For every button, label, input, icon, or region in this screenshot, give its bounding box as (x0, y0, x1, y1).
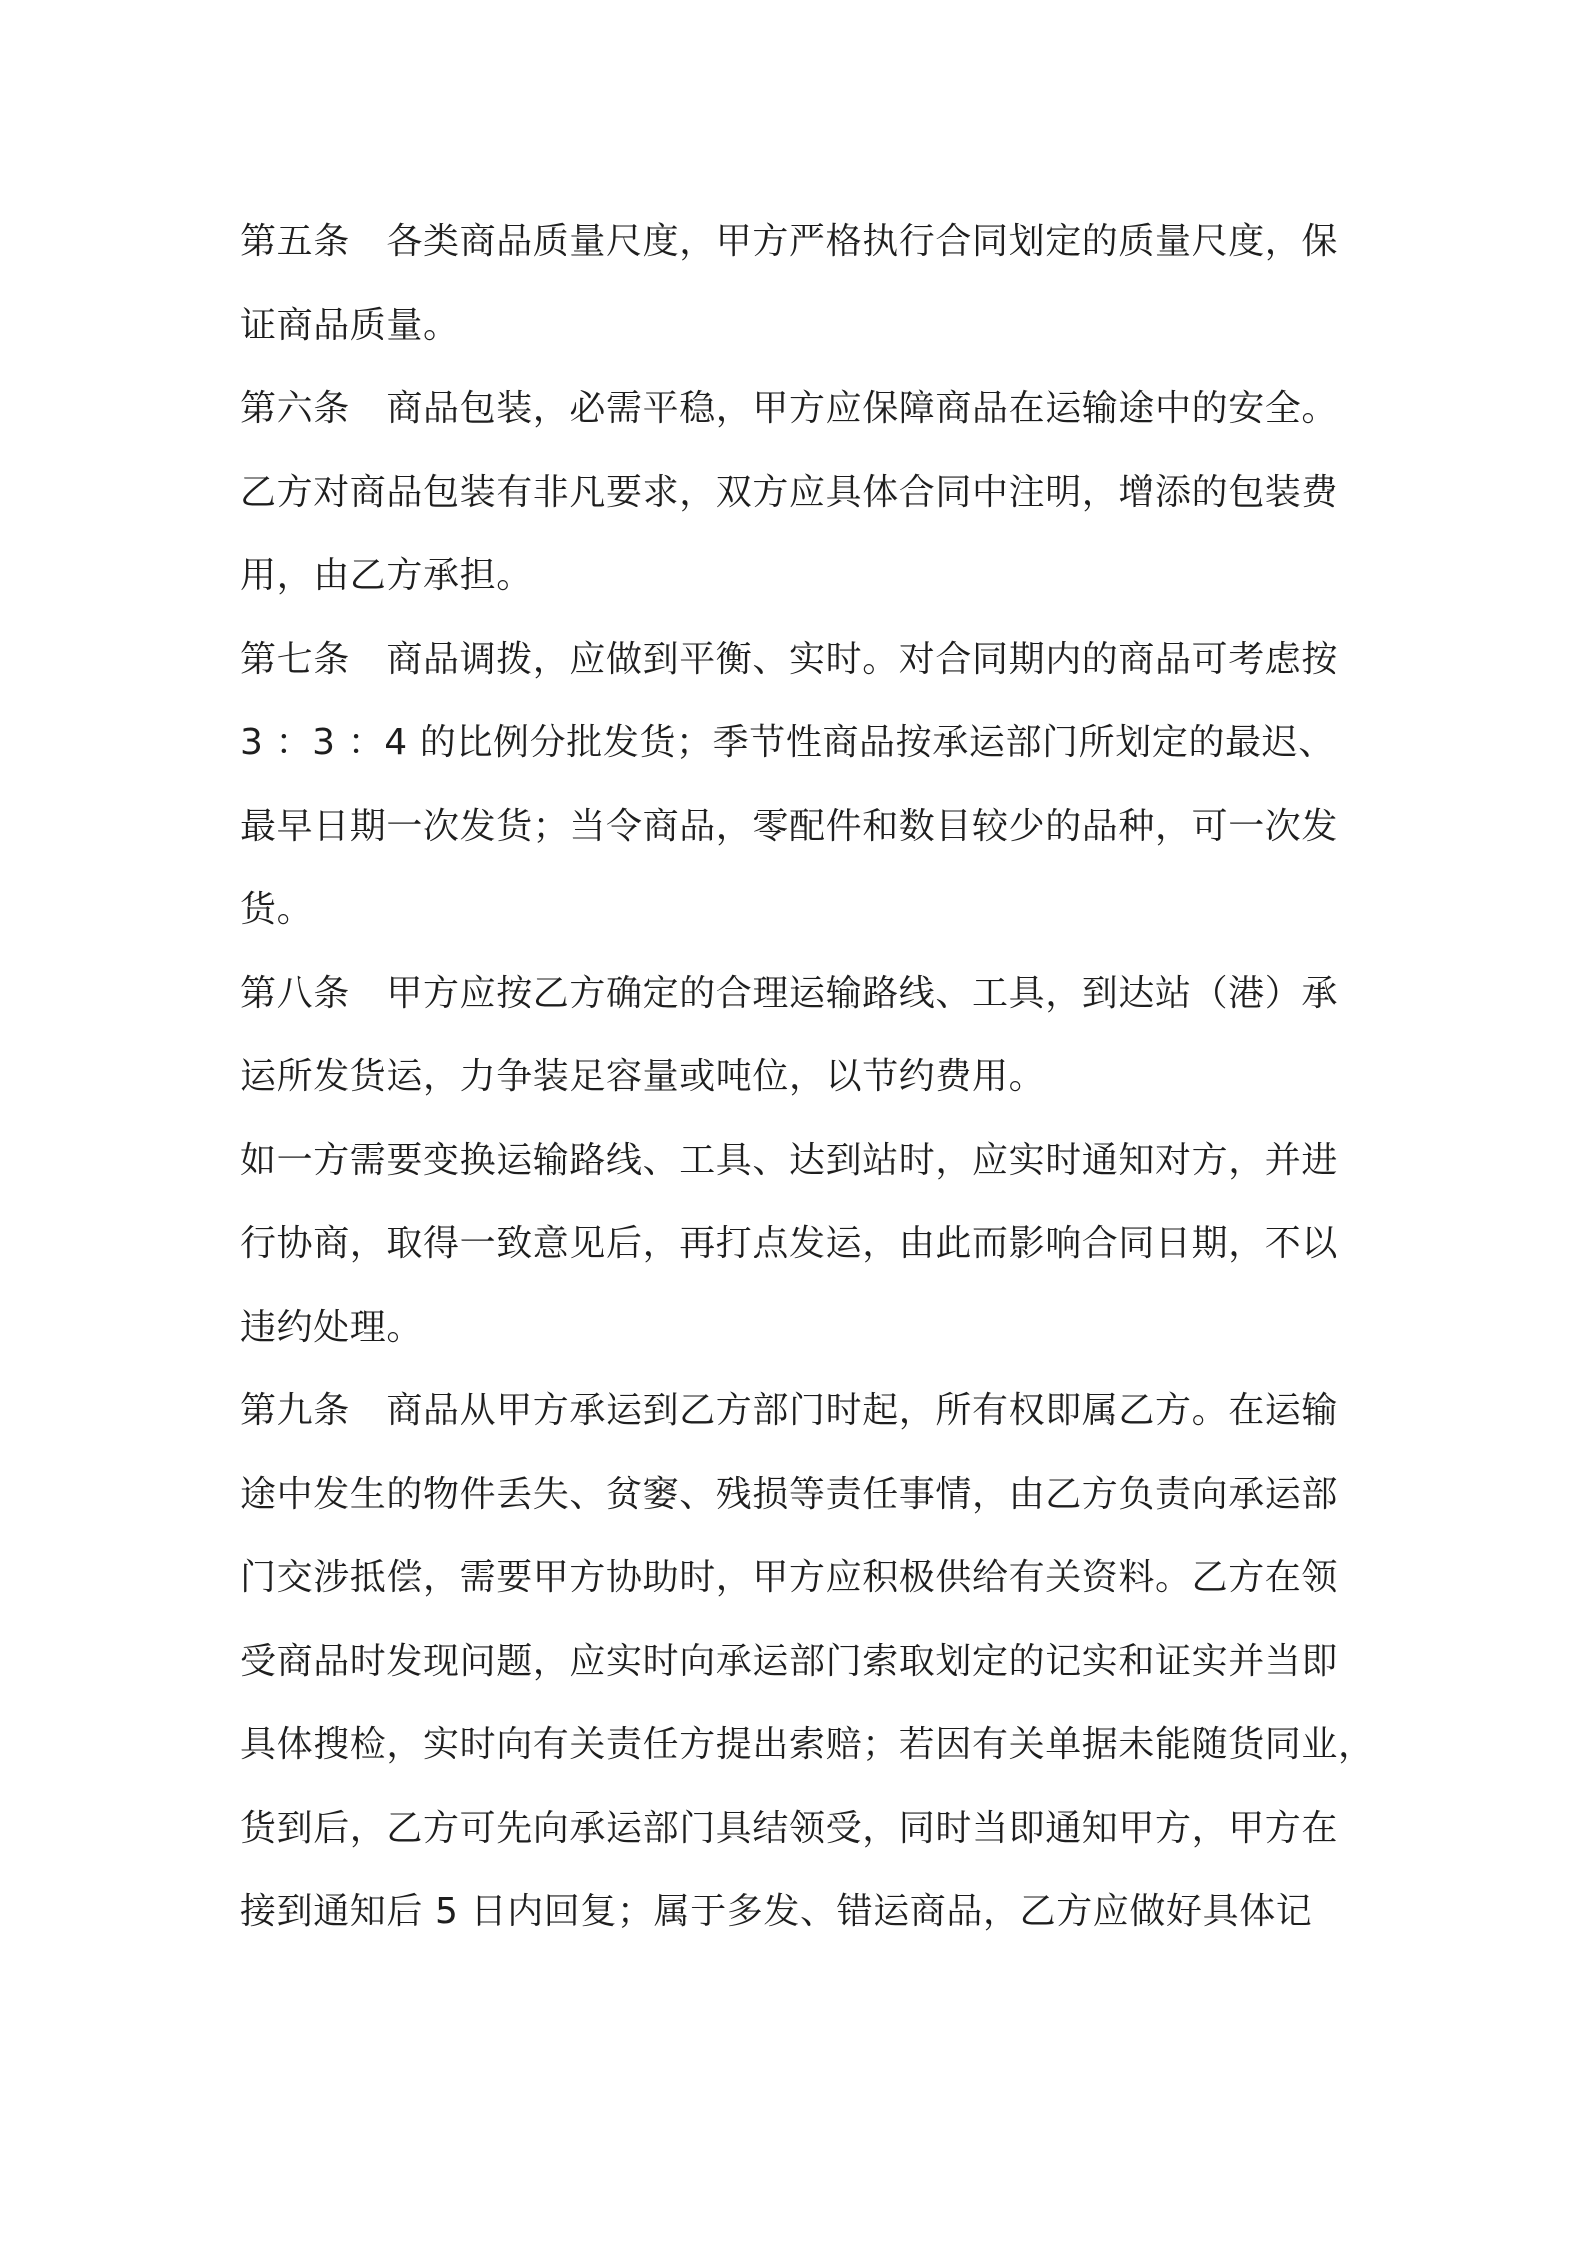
text-line: 最早日期一次发货；当令商品，零配件和数目较少的品种，可一次发 (240, 805, 1339, 847)
text-line: 运所发货运，力争装足容量或吨位，以节约费用。 (240, 1056, 1046, 1097)
text-line: 门交涉抵偿，需要甲方协助时，甲方应积极供给有关资料。乙方在领 (240, 1557, 1339, 1598)
text-line: 第七条 商品调拨，应做到平衡、实时。对合同期内的商品可考虑按 (240, 638, 1339, 680)
text-line: 第六条 商品包装，必需平稳，甲方应保障商品在运输途中的安全。 (240, 388, 1339, 429)
text-line: 第九条 商品从甲方承运到乙方部门时起，所有权即属乙方。在运输 (240, 1390, 1339, 1431)
text-line: 受商品时发现问题，应实时向承运部门索取划定的记实和证实并当即 (240, 1640, 1339, 1682)
text-line: 违约处理。 (240, 1306, 424, 1348)
contract-text (240, 200, 1375, 1954)
text-line: 3 ：3 ：4 的比例分批发货；季节性商品按承运部门所划定的最迟、 (240, 722, 1335, 763)
text-line: 用，由乙方承担。 (240, 555, 533, 596)
text-line: 乙方对商品包装有非凡要求，双方应具体合同中注明，增添的包装费 (240, 471, 1339, 513)
text-line: 货。 (240, 889, 314, 930)
text-line: 第五条 各类商品质量尺度，甲方严格执行合同划定的质量尺度，保 (240, 221, 1339, 262)
text-line: 货到后，乙方可先向承运部门具结领受，同时当即通知甲方，甲方在 (240, 1807, 1339, 1849)
text-line: 如一方需要变换运输路线、工具、达到站时，应实时通知对方，并进 (240, 1139, 1339, 1181)
text-line: 具体搜检，实时向有关责任方提出索赔；若因有关单据未能随货同业， (240, 1724, 1375, 1765)
text-line: 行协商，取得一致意见后，再打点发运，由此而影响合同日期，不以 (240, 1223, 1339, 1264)
text-line: 接到通知后 5 日内回复；属于多发、错运商品，乙方应做好具体记 (240, 1891, 1313, 1932)
text-line: 第八条 甲方应按乙方确定的合理运输路线、工具，到达站（港）承 (240, 972, 1339, 1014)
text-line: 途中发生的物件丢失、贫窭、残损等责任事情，由乙方负责向承运部 (240, 1473, 1339, 1515)
text-line: 证商品质量。 (240, 304, 460, 346)
